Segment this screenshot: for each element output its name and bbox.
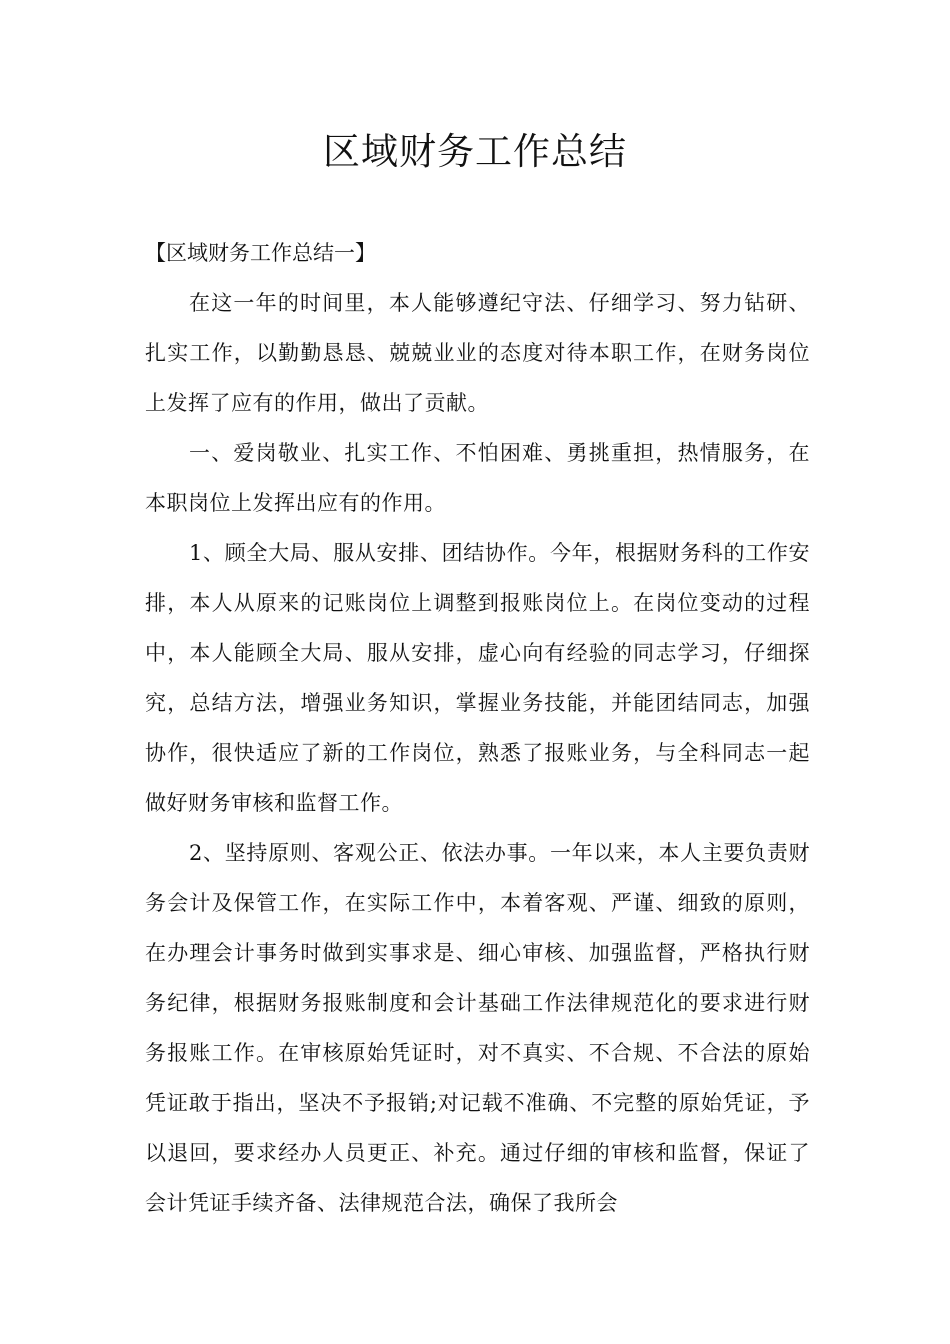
document-body	[145, 228, 810, 1228]
section-heading: 【区域财务工作总结一】	[145, 241, 376, 265]
paragraph-part-one: 一、爱岗敬业、扎实工作、不怕困难、勇挑重担，热情服务，在本职岗位上发挥出应有的作用。	[145, 441, 810, 515]
paragraph-item-2: 2、坚持原则、客观公正、依法办事。一年以来，本人主要负责财务会计及保管工作，在实际工作中，本着客观、严谨、细致的原则，在办理会计事务时做到实事求是、细心审核、加强监督，严格执行财务纪律，根据财务报账制度和会计基础工作法律规范化的要求进行财务报账工作。在审核原始凭证时，对不真实、不合规、不合法的原始凭证敢于指出，坚决不予报销;对记载不准确、不完整的原始凭证，予以退回，要求经办人员更正、补充。通过仔细的审核和监督，保证了会计凭证手续齐备、法律规范合法，确保了我所会	[145, 841, 810, 1215]
document-title: 区域财务工作总结	[323, 130, 627, 173]
paragraph-intro: 在这一年的时间里，本人能够遵纪守法、仔细学习、努力钻研、扎实工作，以勤勤恳恳、兢兢业业的态度对待本职工作，在财务岗位上发挥了应有的作用，做出了贡献。	[145, 291, 810, 415]
paragraph-item-1: 1、顾全大局、服从安排、团结协作。今年，根据财务科的工作安排，本人从原来的记账岗位上调整到报账岗位上。在岗位变动的过程中，本人能顾全大局、服从安排，虚心向有经验的同志学习，仔细探究，总结方法，增强业务知识，掌握业务技能，并能团结同志，加强协作，很快适应了新的工作岗位，熟悉了报账业务，与全科同志一起做好财务审核和监督工作。	[145, 541, 810, 815]
